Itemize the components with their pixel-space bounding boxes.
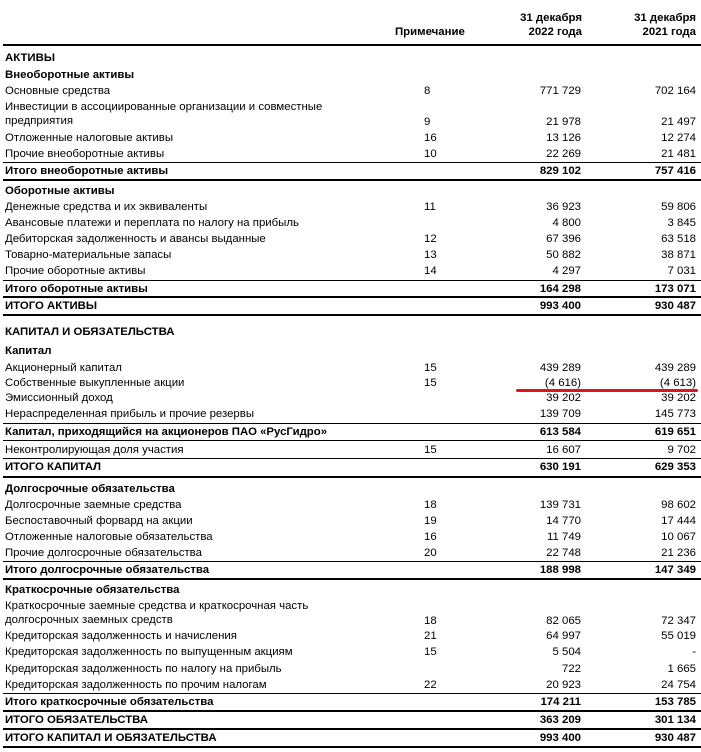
total-row: ИТОГО КАПИТАЛ 630 191 629 353 xyxy=(5,461,696,473)
divider xyxy=(3,476,701,478)
total-row: Итого внеоборотные активы 829 102 757 416 xyxy=(5,165,696,177)
grand-total-row: ИТОГО КАПИТАЛ И ОБЯЗАТЕЛЬСТВА 993 400 930 487 xyxy=(5,732,696,744)
subsection-title-current-assets: Оборотные активы xyxy=(5,185,115,197)
divider xyxy=(3,746,701,748)
subsection-title-longterm: Долгосрочные обязательства xyxy=(5,483,175,495)
grand-total-row: ИТОГО АКТИВЫ 993 400 930 487 xyxy=(5,300,696,312)
table-row: Денежные средства и их эквиваленты 11 36 923 59 806 xyxy=(5,201,696,213)
table-row: Нераспределенная прибыль и прочие резервы 139 709 145 773 xyxy=(5,408,696,420)
table-row: Отложенные налоговые активы 16 13 126 12 274 xyxy=(5,132,696,144)
divider xyxy=(3,44,701,46)
column-2021-header-line2: 2021 года xyxy=(642,26,696,38)
table-row: Кредиторская задолженность и начисления 21 64 997 55 019 xyxy=(5,630,696,642)
subsection-title-shortterm: Краткосрочные обязательства xyxy=(5,584,180,596)
divider xyxy=(3,578,701,580)
table-row: Долгосрочные заемные средства 18 139 731 98 602 xyxy=(5,499,696,511)
table-row: Кредиторская задолженность по налогу на прибыль 722 1 665 xyxy=(5,663,696,675)
table-row: Отложенные налоговые обязательства 16 11 749 10 067 xyxy=(5,531,696,543)
table-row: Дебиторская задолженность и авансы выданные 12 67 396 63 518 xyxy=(5,233,696,245)
table-row: Собственные выкупленные акции 15 (4 616) (4 613) xyxy=(5,377,696,389)
total-row: ИТОГО ОБЯЗАТЕЛЬСТВА 363 209 301 134 xyxy=(5,714,696,726)
table-row: Кредиторская задолженность по выпущенным акциям 15 5 504 - xyxy=(5,646,696,658)
table-row: Беспоставочный форвард на акции 19 14 770 17 444 xyxy=(5,515,696,527)
note-column-header: Примечание xyxy=(395,26,465,38)
total-row: Итого краткосрочные обязательства 174 211 153 785 xyxy=(5,696,696,708)
table-row: Прочие оборотные активы 14 4 297 7 031 xyxy=(5,265,696,277)
column-2022-header xyxy=(520,11,582,39)
subsection-title-noncurrent-assets: Внеоборотные активы xyxy=(5,69,135,81)
table-row: Акционерный капитал 15 439 289 439 289 xyxy=(5,362,696,374)
column-2021-header xyxy=(634,11,696,39)
table-row: Прочие внеоборотные активы 10 22 269 21 481 xyxy=(5,148,696,160)
section-title-assets: АКТИВЫ xyxy=(5,52,55,64)
column-2021-header-line1: 31 декабря xyxy=(634,12,696,24)
table-row: Основные средства 8 771 729 702 164 xyxy=(5,85,696,97)
column-2022-header-line2: 2022 года xyxy=(528,26,582,38)
section-title-equity-liabilities: КАПИТАЛ И ОБЯЗАТЕЛЬСТВА xyxy=(5,326,175,338)
table-row: Авансовые платежи и переплата по налогу на прибыль 4 800 3 845 xyxy=(5,217,696,229)
column-2022-header-line1: 31 декабря xyxy=(520,12,582,24)
table-row: Неконтролирующая доля участия 15 16 607 9 702 xyxy=(5,444,696,456)
table-row: Кредиторская задолженность по прочим налогам 22 20 923 24 754 xyxy=(5,679,696,691)
subsection-title-capital: Капитал xyxy=(5,345,52,357)
total-row: Итого долгосрочные обязательства 188 998 147 349 xyxy=(5,564,696,576)
table-row: Эмиссионный доход 39 202 39 202 xyxy=(5,392,696,404)
table-header xyxy=(0,8,701,40)
table-row: Товарно-материальные запасы 13 50 882 38 871 xyxy=(5,249,696,261)
divider xyxy=(3,179,701,181)
divider xyxy=(3,314,701,316)
divider xyxy=(3,440,701,441)
table-row: Прочие долгосрочные обязательства 20 22 748 21 236 xyxy=(5,547,696,559)
total-row: Капитал, приходящийся на акционеров ПАО «РусГидро» 613 584 619 651 xyxy=(5,426,696,438)
total-row: Итого оборотные активы 164 298 173 071 xyxy=(5,283,696,295)
table-row: Краткосрочные заемные средства и краткосрочная часть долгосрочных заемных средств 18 82 065 72 347 xyxy=(5,600,696,627)
table-row: Инвестиции в ассоциированные организации и совместные предприятия 9 21 978 21 497 xyxy=(5,101,696,128)
